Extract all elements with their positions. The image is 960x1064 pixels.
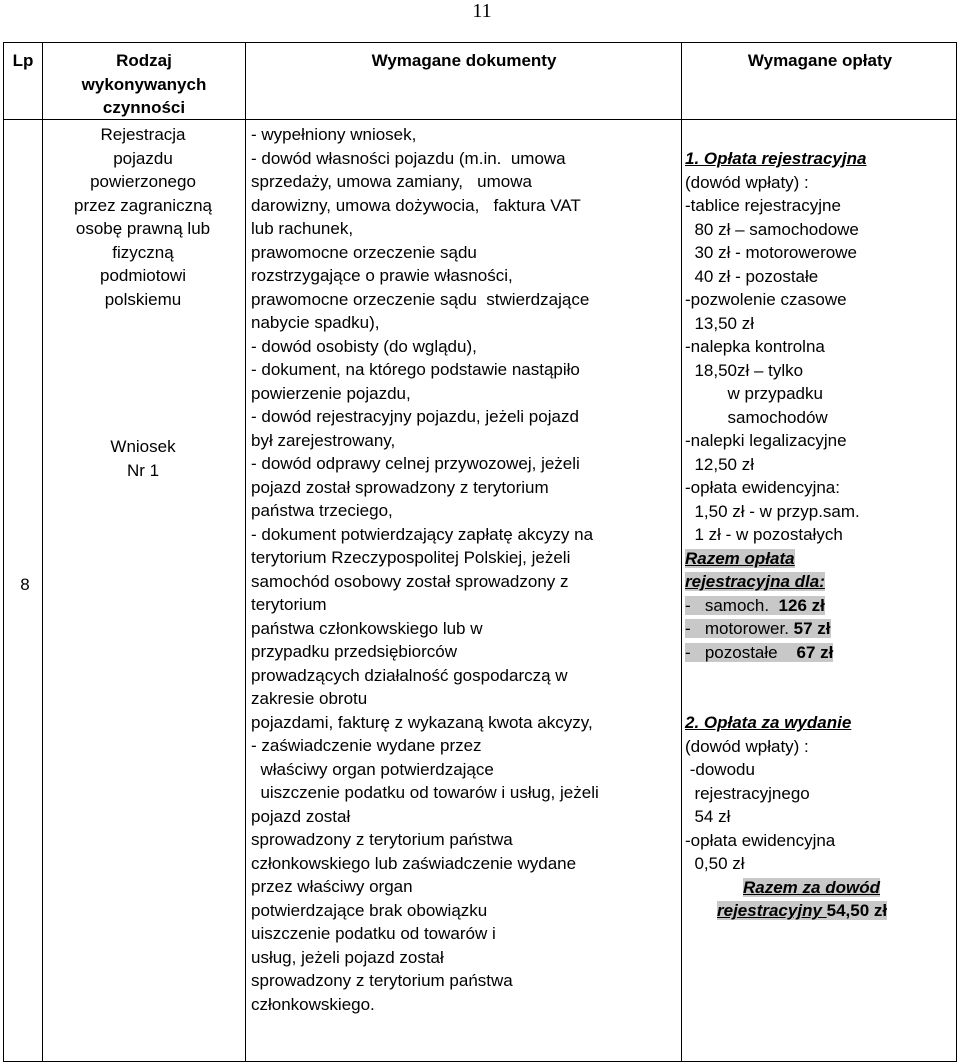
registration-fee-title: 1. Opłata rejestracyjna — [685, 149, 867, 168]
activity-type: Rejestracja pojazdu powierzonego przez zagraniczną osobę prawną lub fizyczną podmiotowi polskiemu — [74, 125, 212, 309]
fees-table — [3, 42, 957, 1062]
registration-total-moped: - motorower. 57 zł — [685, 619, 831, 638]
column-divider — [42, 43, 43, 1061]
header-rodzaj: Rodzaj wykonywanych czynności — [81, 51, 207, 117]
issuance-total: rejestracyjny 54,50 zł — [717, 901, 888, 920]
registration-total-heading: Razem opłata — [685, 548, 795, 568]
required-fees: 1. Opłata rejestracyjna (dowód wpłaty) : -tablice rejestracyjne 80 zł – samochodowe 30 zł - motorowerowe 40 zł - pozostałe -pozwolenie czasowe 13,50 zł -nalepka kontrolna 18,50zł – tylko w przypadku samochodów -nalepki legalizacyjne 12,50 zł -opłata ewidencyjna: 1,50 zł - w przyp.sam. 1 zł - w pozostałych Razem opłata rejestracyjna dla: - samoch. 126 zł - motorower. 57 zł - pozostałe 67 zł 2. Opłata za wydanie (dowód wpłaty) : -dowodu rejestracyjnego 54 zł -opłata ewidencyjna 0,50 zł Razem za dowód rejestracyjny 54,50 zł — [685, 147, 957, 923]
header-lp: Lp — [12, 51, 34, 70]
row-number: 8 — [20, 575, 30, 594]
column-divider — [245, 43, 246, 1061]
registration-total-car: - samoch. 126 zł — [685, 595, 825, 615]
registration-total-other: - pozostałe 67 zł — [685, 642, 834, 662]
header-dokumenty: Wymagane dokumenty — [371, 51, 557, 70]
application-form-ref: Wniosek Nr 1 — [110, 437, 176, 480]
page-number: 11 — [472, 0, 492, 22]
header-oplaty: Wymagane opłaty — [747, 51, 893, 70]
required-documents: - wypełniony wniosek, - dowód własności pojazdu (m.in. umowa sprzedaży, umowa zamiany, umowa darowizny, umowa dożywocia, faktura VAT lub rachunek, prawomocne orzeczenie sądu rozstrzygające o prawie własności, prawomocne orzeczenie sądu stwierdzające nabycie spadku), - dowód osobisty (do wglądu), - dokument, na którego podstawie nastąpiło powierzenie pojazdu, - dowód rejestracyjny pojazdu, jeżeli pojazd był zarejestrowany, - dowód odprawy celnej przywozowej, jeżeli pojazd został sprowadzony z terytorium państwa trzeciego, - dokument potwierdzający zapłatę akcyzy na terytorium Rzeczypospolitej Polskiej, jeżeli samochód osobowy został sprowadzony z terytorium państwa członkowskiego lub w przypadku przedsiębiorców prowadzących działalność gospodarczą w zakresie obrotu pojazdami, fakturę z wykazaną kwota akcyzy, - zaświadczenie wydane przez właściwy organ potwierdzające uiszczenie podatku od towarów i usług, jeżeli pojazd został sprowadzony z terytorium państwa członkowskiego lub zaświadczenie wydane przez właściwy organ potwierdzające brak obowiązku uiszczenie podatku od towarów i usług, jeżeli pojazd został sprowadzony z terytorium państwa członkowskiego. — [251, 125, 599, 1014]
issuance-fee-title: 2. Opłata za wydanie — [685, 713, 852, 732]
issuance-total-heading: Razem za dowód — [743, 877, 880, 897]
